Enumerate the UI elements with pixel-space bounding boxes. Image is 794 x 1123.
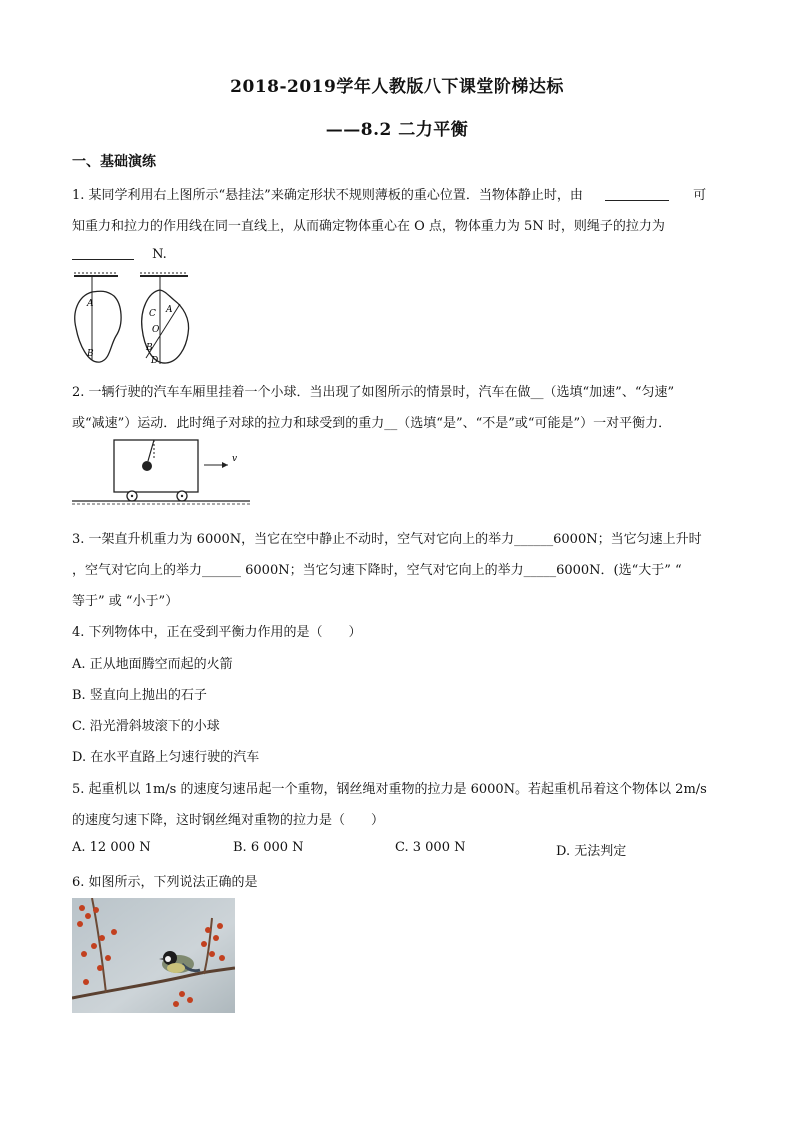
q4-option-b[interactable]: B. 竖直向上抛出的石子 [72, 688, 207, 703]
q1-label-b2: B [146, 343, 153, 353]
section-heading: 一、基础演练 [72, 154, 156, 170]
q1-line-3: N. [72, 246, 167, 262]
q1-blank-1[interactable] [605, 187, 669, 201]
page-subtitle: ——8.2 二力平衡 [325, 120, 469, 140]
q1-suspension-figure [70, 270, 195, 370]
q4-option-d[interactable]: D. 在水平直路上匀速行驶的汽车 [72, 750, 260, 765]
q3-line-2: ，空气对它向上的举力______ 6000N；当它匀速下降时，空气对它向上的举力_____6000N．(选“大于” “ [72, 563, 682, 578]
q1-label-a: A [87, 299, 94, 309]
q6-bird-photo [72, 898, 235, 1013]
q6-stem: 6. 如图所示，下列说法正确的是 [72, 875, 258, 890]
q1-label-d: D [151, 356, 159, 366]
q5-option-c[interactable]: C. 3 000 N [395, 840, 466, 855]
q2-line-2: 或“减速”）运动．此时绳子对球的拉力和球受到的重力__（选填“是”、“不是”或“可能是”）一对平衡力． [72, 416, 672, 431]
q5-line-1: 5. 起重机以 1m/s 的速度匀速吊起一个重物，钢丝绳对重物的拉力是 6000N。若起重机吊着这个物体以 2m/s [72, 782, 707, 797]
q1-label-o: O [152, 325, 160, 335]
q1-label-c: C [149, 309, 156, 319]
q4-stem: 4. 下列物体中，正在受到平衡力作用的是（ ） [72, 625, 362, 640]
q2-line-1: 2. 一辆行驶的汽车车厢里挂着一个小球．当出现了如图所示的情景时，汽车在做__（选填“加速”、“匀速” [72, 385, 675, 400]
q2-velocity-label: v [232, 454, 238, 464]
q1-line-2: 知重力和拉力的作用线在同一直线上，从而确定物体重心在 O 点，物体重力为 5N 时，则绳子的拉力为 [72, 219, 665, 234]
q3-line-3: 等于” 或 “小于”） [72, 594, 179, 609]
q1-line-1: 1. 某同学利用右上图所示“悬挂法”来确定形状不规则薄板的重心位置．当物体静止时，由 可 [72, 188, 707, 203]
q3-line-1: 3. 一架直升机重力为 6000N，当它在空中静止不动时，空气对它向上的举力______6000N；当它匀速上升时 [72, 532, 702, 547]
q1-blank-2[interactable] [72, 246, 134, 260]
q5-option-d[interactable]: D. 无法判定 [556, 844, 627, 859]
page-title: 2018-2019学年人教版八下课堂阶梯达标 [230, 77, 564, 97]
q5-option-a[interactable]: A. 12 000 N [72, 840, 151, 855]
q1-label-a2: A [166, 305, 173, 315]
q4-option-c[interactable]: C. 沿光滑斜坡滚下的小球 [72, 719, 220, 734]
q1-label-b: B [87, 349, 94, 359]
q5-option-b[interactable]: B. 6 000 N [233, 840, 304, 855]
q2-car-figure [72, 437, 252, 507]
q5-line-2: 的速度匀速下降，这时钢丝绳对重物的拉力是（ ） [72, 813, 385, 828]
q2-ball [142, 461, 152, 471]
q4-option-a[interactable]: A. 正从地面腾空而起的火箭 [72, 657, 233, 672]
